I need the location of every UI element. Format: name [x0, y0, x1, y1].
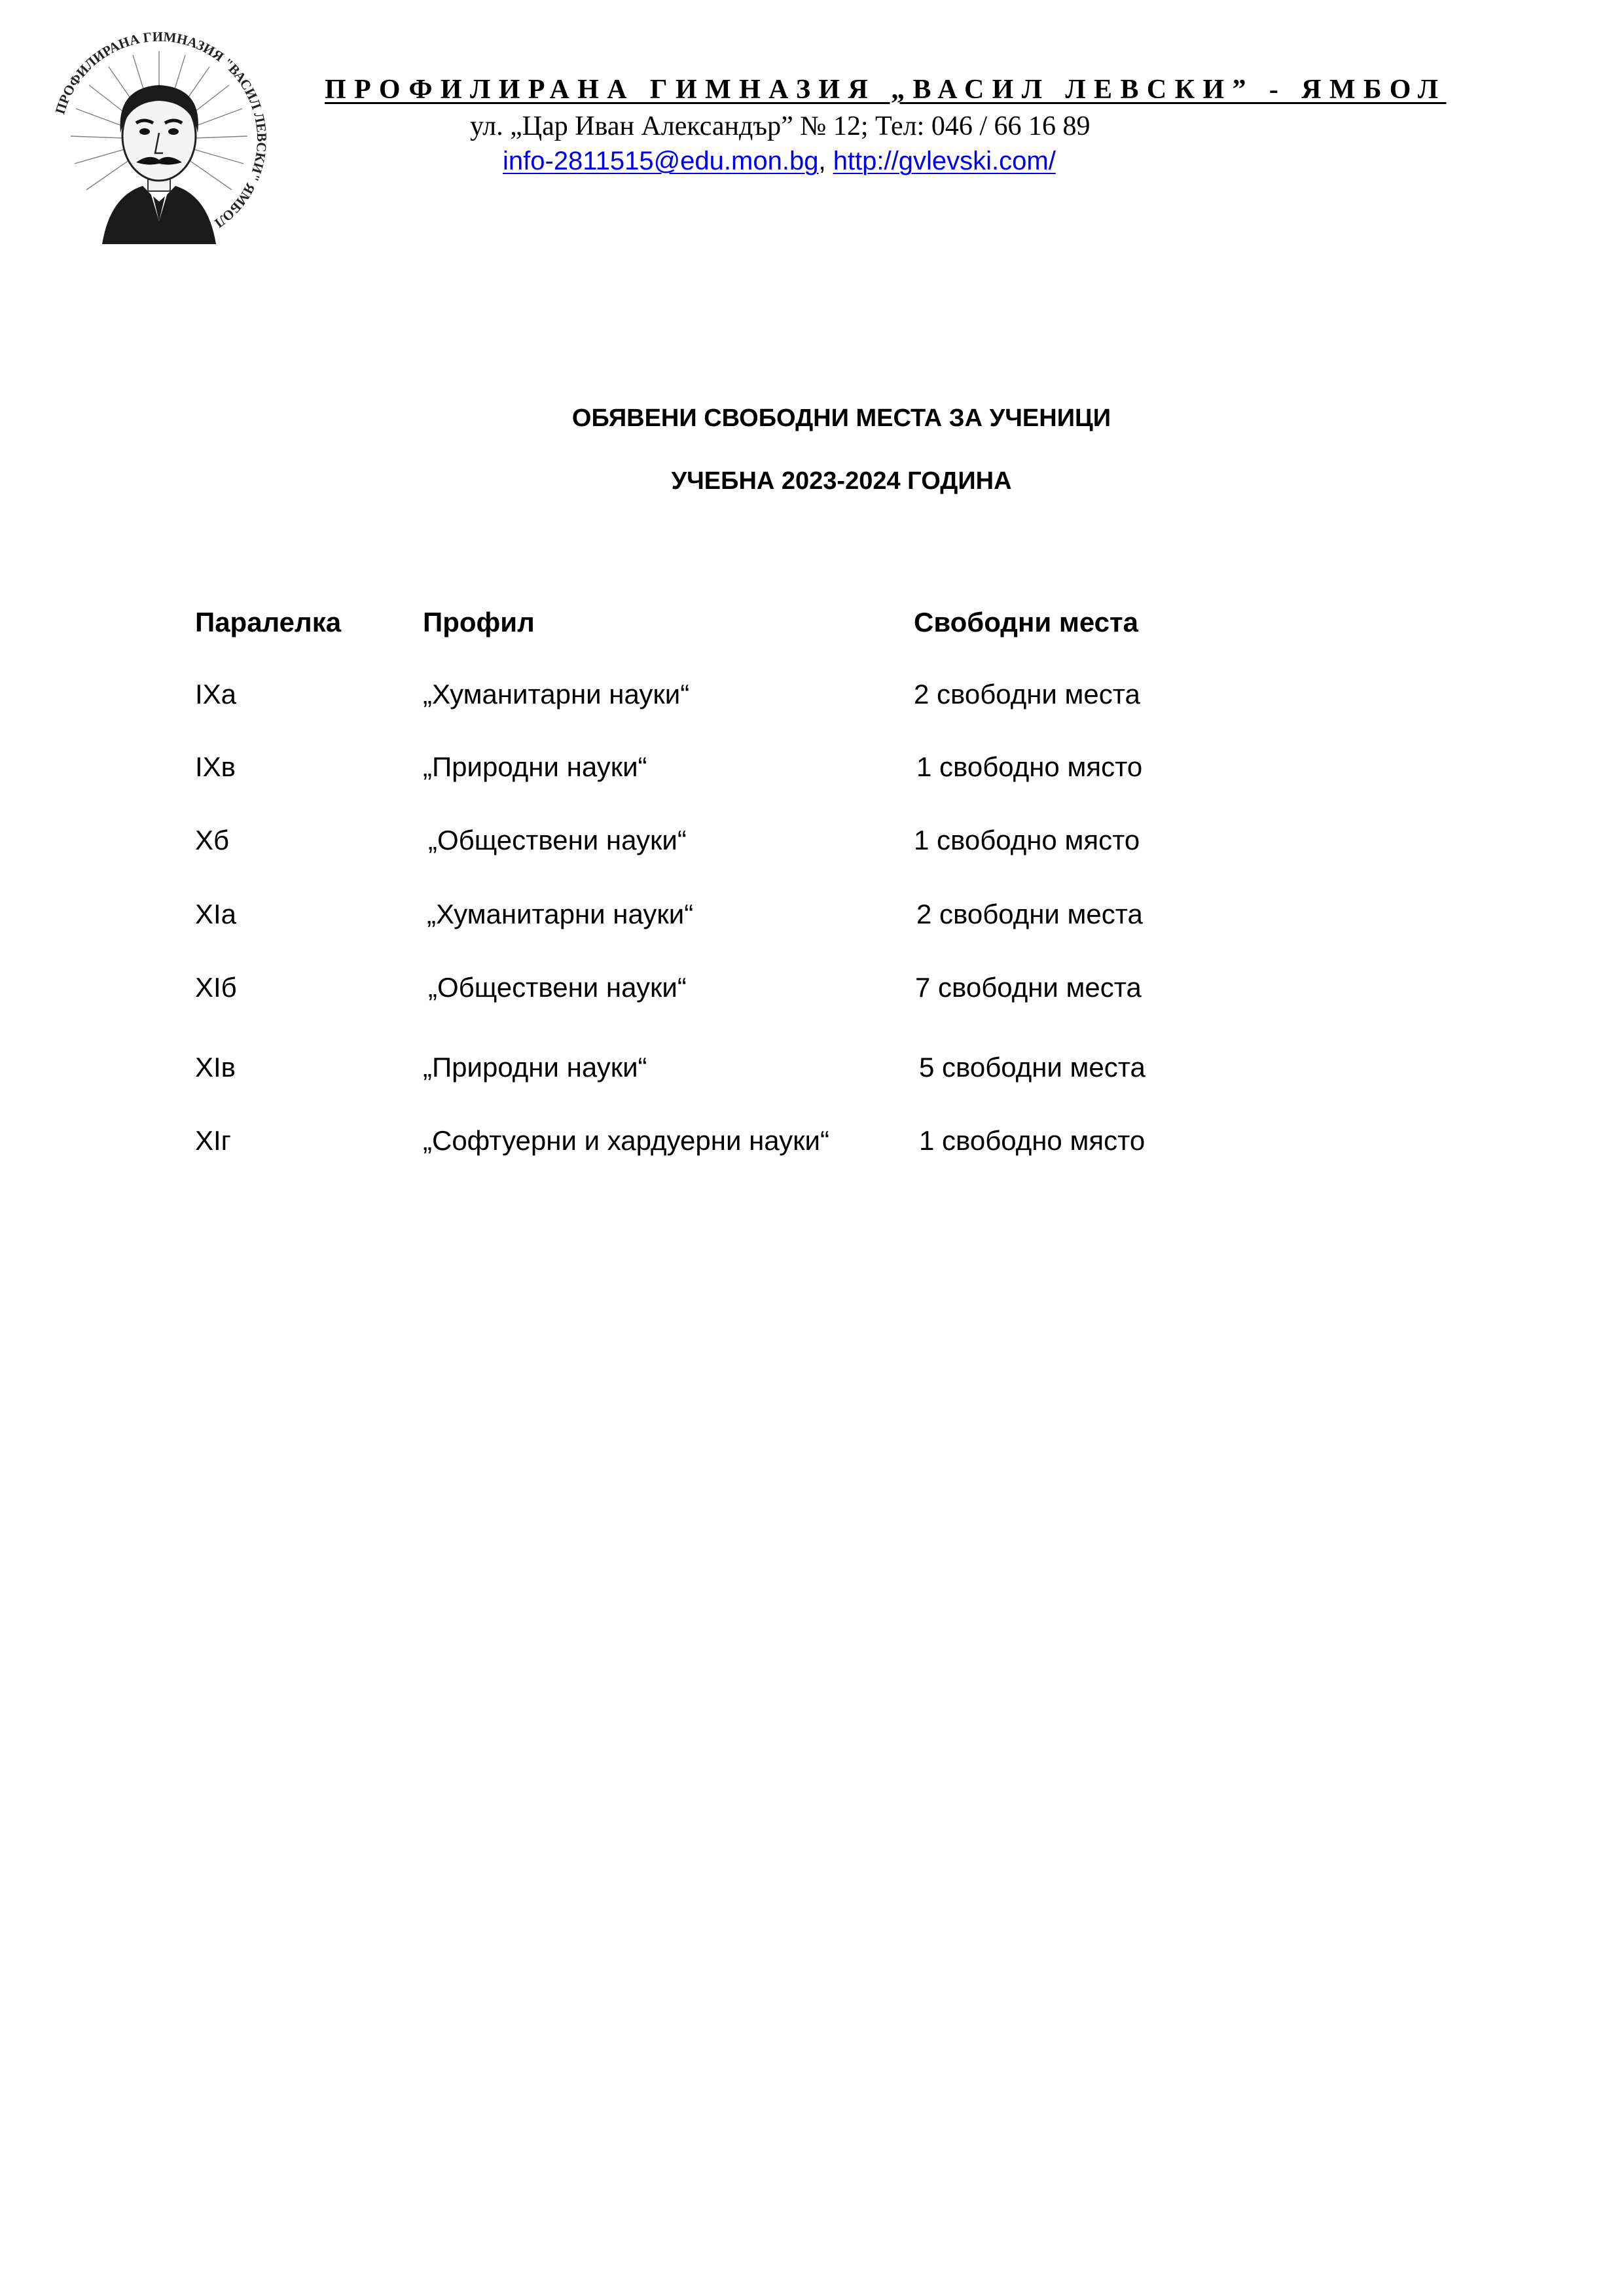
contact-links — [503, 148, 1056, 174]
places-cell: 2 свободни места — [916, 899, 1143, 929]
places-cell: 1 свободно място — [914, 825, 1140, 855]
places-cell: 2 свободни места — [914, 679, 1140, 709]
column-header-places: Свободни места — [914, 607, 1138, 637]
profile-cell: „Хуманитарни науки“ — [423, 679, 690, 709]
school-name: ПРОФИЛИРАНА ГИМНАЗИЯ „ВАСИЛ ЛЕВСКИ” - ЯМБОЛ — [325, 75, 1447, 105]
table-row — [195, 827, 1373, 866]
table-row — [195, 1127, 1373, 1166]
email-link[interactable]: info-2811515@edu.mon.bg — [503, 147, 819, 175]
class-cell: Хб — [195, 825, 230, 855]
places-cell: 1 свободно място — [919, 1125, 1146, 1156]
class-cell: IХв — [195, 751, 236, 782]
places-cell: 5 свободни места — [919, 1052, 1146, 1083]
places-cell: 1 свободно място — [916, 751, 1143, 782]
profile-cell: „Обществени науки“ — [428, 825, 687, 855]
website-link[interactable]: http://gvlevski.com/ — [833, 147, 1056, 175]
class-cell: IХа — [195, 679, 237, 709]
column-header-profile: Профил — [423, 607, 535, 637]
profile-cell: „Природни науки“ — [423, 1052, 647, 1083]
profile-cell: „Хуманитарни науки“ — [427, 899, 694, 929]
column-header-class: Паралелка — [195, 607, 342, 637]
profile-cell: „Обществени науки“ — [428, 972, 687, 1003]
class-cell: ХIа — [195, 899, 237, 929]
document-title: ОБЯВЕНИ СВОБОДНИ МЕСТА ЗА УЧЕНИЦИ — [571, 404, 1111, 432]
svg-text:ПРОФИЛИРАНА ГИМНАЗИЯ "ВАСИЛ ЛЕ: ПРОФИЛИРАНА ГИМНАЗИЯ "ВАСИЛ ЛЕВСКИ" ЯМБОЛ — [52, 28, 270, 232]
profile-cell: „Софтуерни и хардуерни науки“ — [423, 1125, 829, 1156]
document-subtitle: УЧЕБНА 2023-2024 ГОДИНА — [671, 467, 1012, 495]
class-cell: ХIб — [195, 972, 237, 1003]
table-header-row — [195, 609, 1373, 648]
table-row — [195, 974, 1373, 1013]
school-address: ул. „Цар Иван Александър” № 12; Тел: 046 / 66 16 89 — [470, 111, 1091, 141]
table-row — [195, 1054, 1373, 1093]
school-seal-portrait-icon — [45, 25, 274, 254]
class-cell: ХIв — [195, 1052, 236, 1083]
table-row — [195, 681, 1373, 720]
profile-cell: „Природни науки“ — [423, 751, 647, 782]
table-row — [195, 901, 1373, 940]
contact-separator: , — [818, 147, 833, 175]
places-cell: 7 свободни места — [915, 972, 1142, 1003]
table-row — [195, 753, 1373, 793]
class-cell: ХIг — [195, 1125, 232, 1156]
